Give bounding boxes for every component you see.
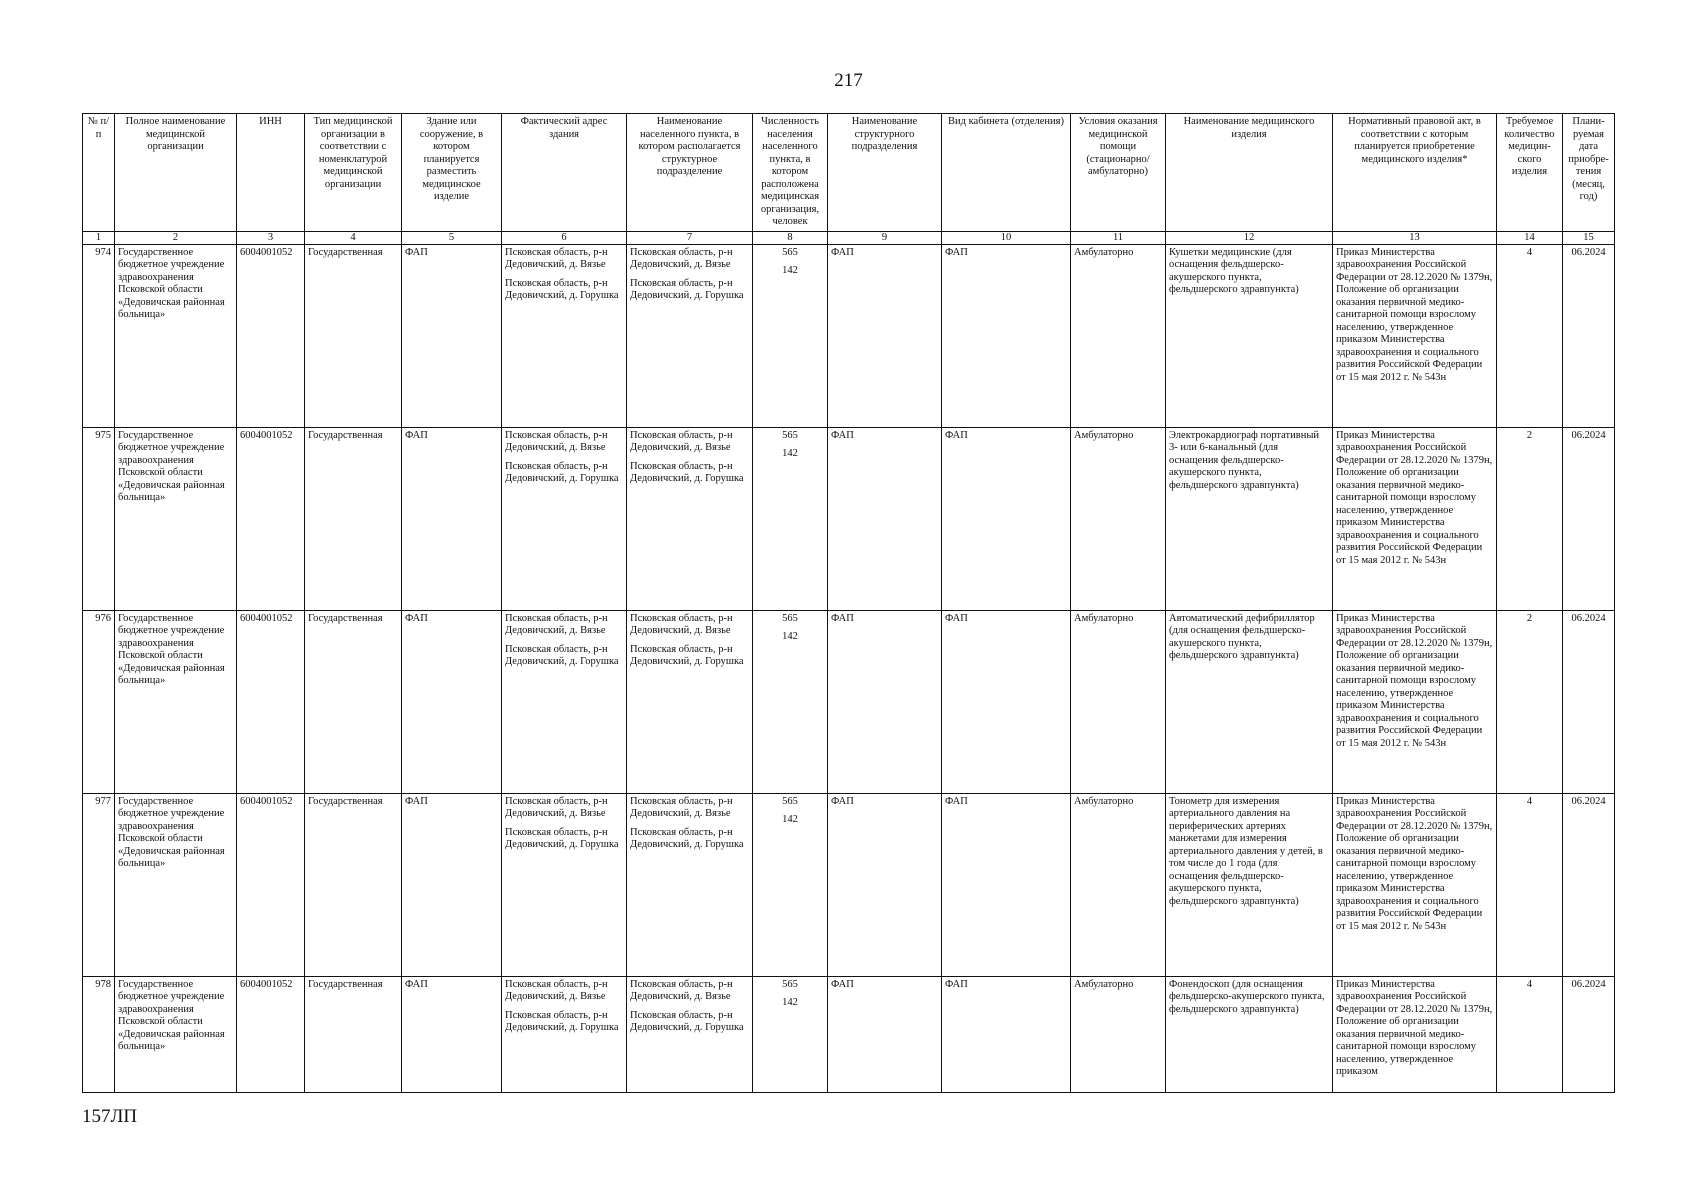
locality xyxy=(627,976,753,1092)
address-line: Псковская область, р-н Дедовичский, д. Вязье xyxy=(505,612,608,636)
structural-unit: ФАП xyxy=(828,244,942,427)
care-conditions: Амбулаторно xyxy=(1071,976,1166,1092)
column-number: 3 xyxy=(237,231,305,244)
device-name: Фонендоскоп (для оснащения фельдшерско-акушерского пункта, фельдшерского здравпункта) xyxy=(1166,976,1333,1092)
locality-line: Псковская область, р-н Дедовичский, д. Вязье xyxy=(630,978,733,1002)
header-cell: Требуемое количество медицин-ского изделия xyxy=(1497,114,1563,232)
table-header-row xyxy=(83,114,1615,232)
header-cell: Полное наименование медицинской организации xyxy=(115,114,237,232)
address-line: Псковская область, р-н Дедовичский, д. Вязье xyxy=(505,795,608,819)
building: ФАП xyxy=(402,610,502,793)
column-number: 1 xyxy=(83,231,115,244)
header-cell: Тип медицинской организации в соответствии с номенклатурой медицинской организации xyxy=(305,114,402,232)
population xyxy=(753,244,828,427)
actual-address xyxy=(502,976,627,1092)
cabinet-type: ФАП xyxy=(942,427,1071,610)
inn: 6004001052 xyxy=(237,976,305,1092)
document-code: 157ЛП xyxy=(82,1106,138,1127)
cabinet-type: ФАП xyxy=(942,244,1071,427)
actual-address xyxy=(502,427,627,610)
row-number: 978 xyxy=(83,976,115,1092)
population-value: 142 xyxy=(782,997,798,1008)
header-cell: Условия оказания медицинской помощи (стационарно/ амбулаторно) xyxy=(1071,114,1166,232)
building: ФАП xyxy=(402,976,502,1092)
header-cell: Здание или сооружение, в котором планируется разместить медицинское изделие xyxy=(402,114,502,232)
address-line: Псковская область, р-н Дедовичский, д. Вязье xyxy=(505,978,608,1002)
actual-address xyxy=(502,244,627,427)
population-value: 565 xyxy=(782,612,798,624)
population xyxy=(753,793,828,976)
population-value: 142 xyxy=(782,631,798,642)
locality-line: Псковская область, р-н Дедовичский, д. Горушка xyxy=(630,643,744,667)
quantity: 4 xyxy=(1497,244,1563,427)
column-number: 11 xyxy=(1071,231,1166,244)
header-cell: № п/п xyxy=(83,114,115,232)
care-conditions: Амбулаторно xyxy=(1071,793,1166,976)
org-type: Государственная xyxy=(305,793,402,976)
locality-line: Псковская область, р-н Дедовичский, д. Горушка xyxy=(630,1009,744,1033)
quantity: 2 xyxy=(1497,427,1563,610)
locality-line: Псковская область, р-н Дедовичский, д. Вязье xyxy=(630,612,733,636)
care-conditions: Амбулаторно xyxy=(1071,244,1166,427)
header-cell: Наименование медицинского изделия xyxy=(1166,114,1333,232)
header-cell: Нормативный правовой акт, в соответствии с которым планируется приобретение медицинского изделия* xyxy=(1333,114,1497,232)
device-name: Автоматический дефибриллятор (для оснащения фельдшерско-акушерского пункта, фельдшерского здравпункта) xyxy=(1166,610,1333,793)
org-name: Государственное бюджетное учреждение здравоохранения Псковской области «Дедовичская районная больница» xyxy=(115,793,237,976)
device-name: Кушетки медицинские (для оснащения фельдшерско-акушерского пункта, фельдшерского здравпункта) xyxy=(1166,244,1333,427)
structural-unit: ФАП xyxy=(828,793,942,976)
planned-date: 06.2024 xyxy=(1563,793,1615,976)
actual-address xyxy=(502,610,627,793)
header-cell: Наименование структурного подразделения xyxy=(828,114,942,232)
column-number: 8 xyxy=(753,231,828,244)
population-value: 142 xyxy=(782,448,798,459)
population xyxy=(753,427,828,610)
table-row xyxy=(83,244,1615,427)
registry-table xyxy=(82,113,1615,1093)
locality-line: Псковская область, р-н Дедовичский, д. Вязье xyxy=(630,429,733,453)
inn: 6004001052 xyxy=(237,244,305,427)
inn: 6004001052 xyxy=(237,610,305,793)
planned-date: 06.2024 xyxy=(1563,976,1615,1092)
org-type: Государственная xyxy=(305,244,402,427)
inn: 6004001052 xyxy=(237,793,305,976)
quantity: 4 xyxy=(1497,976,1563,1092)
column-number: 14 xyxy=(1497,231,1563,244)
header-cell: Численность населения населенного пункта, в котором расположена медицинская организация, человек xyxy=(753,114,828,232)
org-name: Государственное бюджетное учреждение здравоохранения Псковской области «Дедовичская районная больница» xyxy=(115,976,237,1092)
structural-unit: ФАП xyxy=(828,976,942,1092)
column-number: 7 xyxy=(627,231,753,244)
header-cell: ИНН xyxy=(237,114,305,232)
org-name: Государственное бюджетное учреждение здравоохранения Псковской области «Дедовичская районная больница» xyxy=(115,610,237,793)
population-value: 565 xyxy=(782,978,798,990)
cabinet-type: ФАП xyxy=(942,976,1071,1092)
column-number: 5 xyxy=(402,231,502,244)
header-cell: Наименование населенного пункта, в котором располагается структурное подразделение xyxy=(627,114,753,232)
locality-line: Псковская область, р-н Дедовичский, д. Вязье xyxy=(630,246,733,270)
locality-line: Псковская область, р-н Дедовичский, д. Горушка xyxy=(630,826,744,850)
legal-act: Приказ Министерства здравоохранения Российской Федерации от 28.12.2020 № 1379н, Положение об организации оказания первичной медико-санитарной помощи взрослому населению, утвержденное приказом Министерства здравоохранения и социального развития Российской Федерации от 15 мая 2012 г. № 543н xyxy=(1333,427,1497,610)
column-number: 9 xyxy=(828,231,942,244)
locality-line: Псковская область, р-н Дедовичский, д. Горушка xyxy=(630,460,744,484)
column-number: 15 xyxy=(1563,231,1615,244)
header-cell: Вид кабинета (отделения) xyxy=(942,114,1071,232)
population xyxy=(753,610,828,793)
column-number: 10 xyxy=(942,231,1071,244)
locality xyxy=(627,244,753,427)
table-row xyxy=(83,427,1615,610)
address-line: Псковская область, р-н Дедовичский, д. Горушка xyxy=(505,460,619,484)
cabinet-type: ФАП xyxy=(942,793,1071,976)
inn: 6004001052 xyxy=(237,427,305,610)
cabinet-type: ФАП xyxy=(942,610,1071,793)
planned-date: 06.2024 xyxy=(1563,610,1615,793)
address-line: Псковская область, р-н Дедовичский, д. Горушка xyxy=(505,643,619,667)
legal-act: Приказ Министерства здравоохранения Российской Федерации от 28.12.2020 № 1379н, Положение об организации оказания первичной медико-санитарной помощи взрослому населению, утвержденное приказом Министерства здравоохранения и социального развития Российской Федерации от 15 мая 2012 г. № 543н xyxy=(1333,244,1497,427)
column-number: 12 xyxy=(1166,231,1333,244)
planned-date: 06.2024 xyxy=(1563,427,1615,610)
building: ФАП xyxy=(402,793,502,976)
actual-address xyxy=(502,793,627,976)
device-name: Тонометр для измерения артериального давления на периферических артериях манжетами для измерения артериального давления у детей, в том числе до 1 года (для оснащения фельдшерско-акушерского пункта, фельдшерского здравпункта) xyxy=(1166,793,1333,976)
address-line: Псковская область, р-н Дедовичский, д. Вязье xyxy=(505,429,608,453)
org-type: Государственная xyxy=(305,976,402,1092)
building: ФАП xyxy=(402,427,502,610)
table-row xyxy=(83,976,1615,1092)
structural-unit: ФАП xyxy=(828,610,942,793)
locality xyxy=(627,793,753,976)
org-name: Государственное бюджетное учреждение здравоохранения Псковской области «Дедовичская районная больница» xyxy=(115,427,237,610)
quantity: 2 xyxy=(1497,610,1563,793)
care-conditions: Амбулаторно xyxy=(1071,610,1166,793)
population-value: 142 xyxy=(782,265,798,276)
planned-date: 06.2024 xyxy=(1563,244,1615,427)
column-number: 2 xyxy=(115,231,237,244)
table-row xyxy=(83,610,1615,793)
locality-line: Псковская область, р-н Дедовичский, д. Горушка xyxy=(630,277,744,301)
legal-act: Приказ Министерства здравоохранения Российской Федерации от 28.12.2020 № 1379н, Положение об организации оказания первичной медико-санитарной помощи взрослому населению, утвержденное приказом xyxy=(1333,976,1497,1092)
header-cell: Плани-руемая дата приобре-тения (месяц, год) xyxy=(1563,114,1615,232)
legal-act: Приказ Министерства здравоохранения Российской Федерации от 28.12.2020 № 1379н, Положение об организации оказания первичной медико-санитарной помощи взрослому населению, утвержденное приказом Министерства здравоохранения и социального развития Российской Федерации от 15 мая 2012 г. № 543н xyxy=(1333,793,1497,976)
population xyxy=(753,976,828,1092)
row-number: 975 xyxy=(83,427,115,610)
population-value: 565 xyxy=(782,795,798,807)
device-name: Электрокардиограф портативный 3- или 6-канальный (для оснащения фельдшерско-акушерского пункта, фельдшерского здравпункта) xyxy=(1166,427,1333,610)
legal-act: Приказ Министерства здравоохранения Российской Федерации от 28.12.2020 № 1379н, Положение об организации оказания первичной медико-санитарной помощи взрослому населению, утвержденное приказом Министерства здравоохранения и социального развития Российской Федерации от 15 мая 2012 г. № 543н xyxy=(1333,610,1497,793)
building: ФАП xyxy=(402,244,502,427)
quantity: 4 xyxy=(1497,793,1563,976)
address-line: Псковская область, р-н Дедовичский, д. Вязье xyxy=(505,246,608,270)
row-number: 977 xyxy=(83,793,115,976)
column-number: 13 xyxy=(1333,231,1497,244)
locality xyxy=(627,427,753,610)
header-cell: Фактический адрес здания xyxy=(502,114,627,232)
org-name: Государственное бюджетное учреждение здравоохранения Псковской области «Дедовичская районная больница» xyxy=(115,244,237,427)
address-line: Псковская область, р-н Дедовичский, д. Горушка xyxy=(505,277,619,301)
structural-unit: ФАП xyxy=(828,427,942,610)
population-value: 565 xyxy=(782,429,798,441)
population-value: 565 xyxy=(782,246,798,258)
org-type: Государственная xyxy=(305,427,402,610)
org-type: Государственная xyxy=(305,610,402,793)
table-row xyxy=(83,793,1615,976)
page-number: 217 xyxy=(834,70,863,91)
care-conditions: Амбулаторно xyxy=(1071,427,1166,610)
column-number: 6 xyxy=(502,231,627,244)
column-number-row xyxy=(83,231,1615,244)
locality-line: Псковская область, р-н Дедовичский, д. Вязье xyxy=(630,795,733,819)
row-number: 976 xyxy=(83,610,115,793)
population-value: 142 xyxy=(782,814,798,825)
address-line: Псковская область, р-н Дедовичский, д. Горушка xyxy=(505,1009,619,1033)
locality xyxy=(627,610,753,793)
row-number: 974 xyxy=(83,244,115,427)
address-line: Псковская область, р-н Дедовичский, д. Горушка xyxy=(505,826,619,850)
column-number: 4 xyxy=(305,231,402,244)
